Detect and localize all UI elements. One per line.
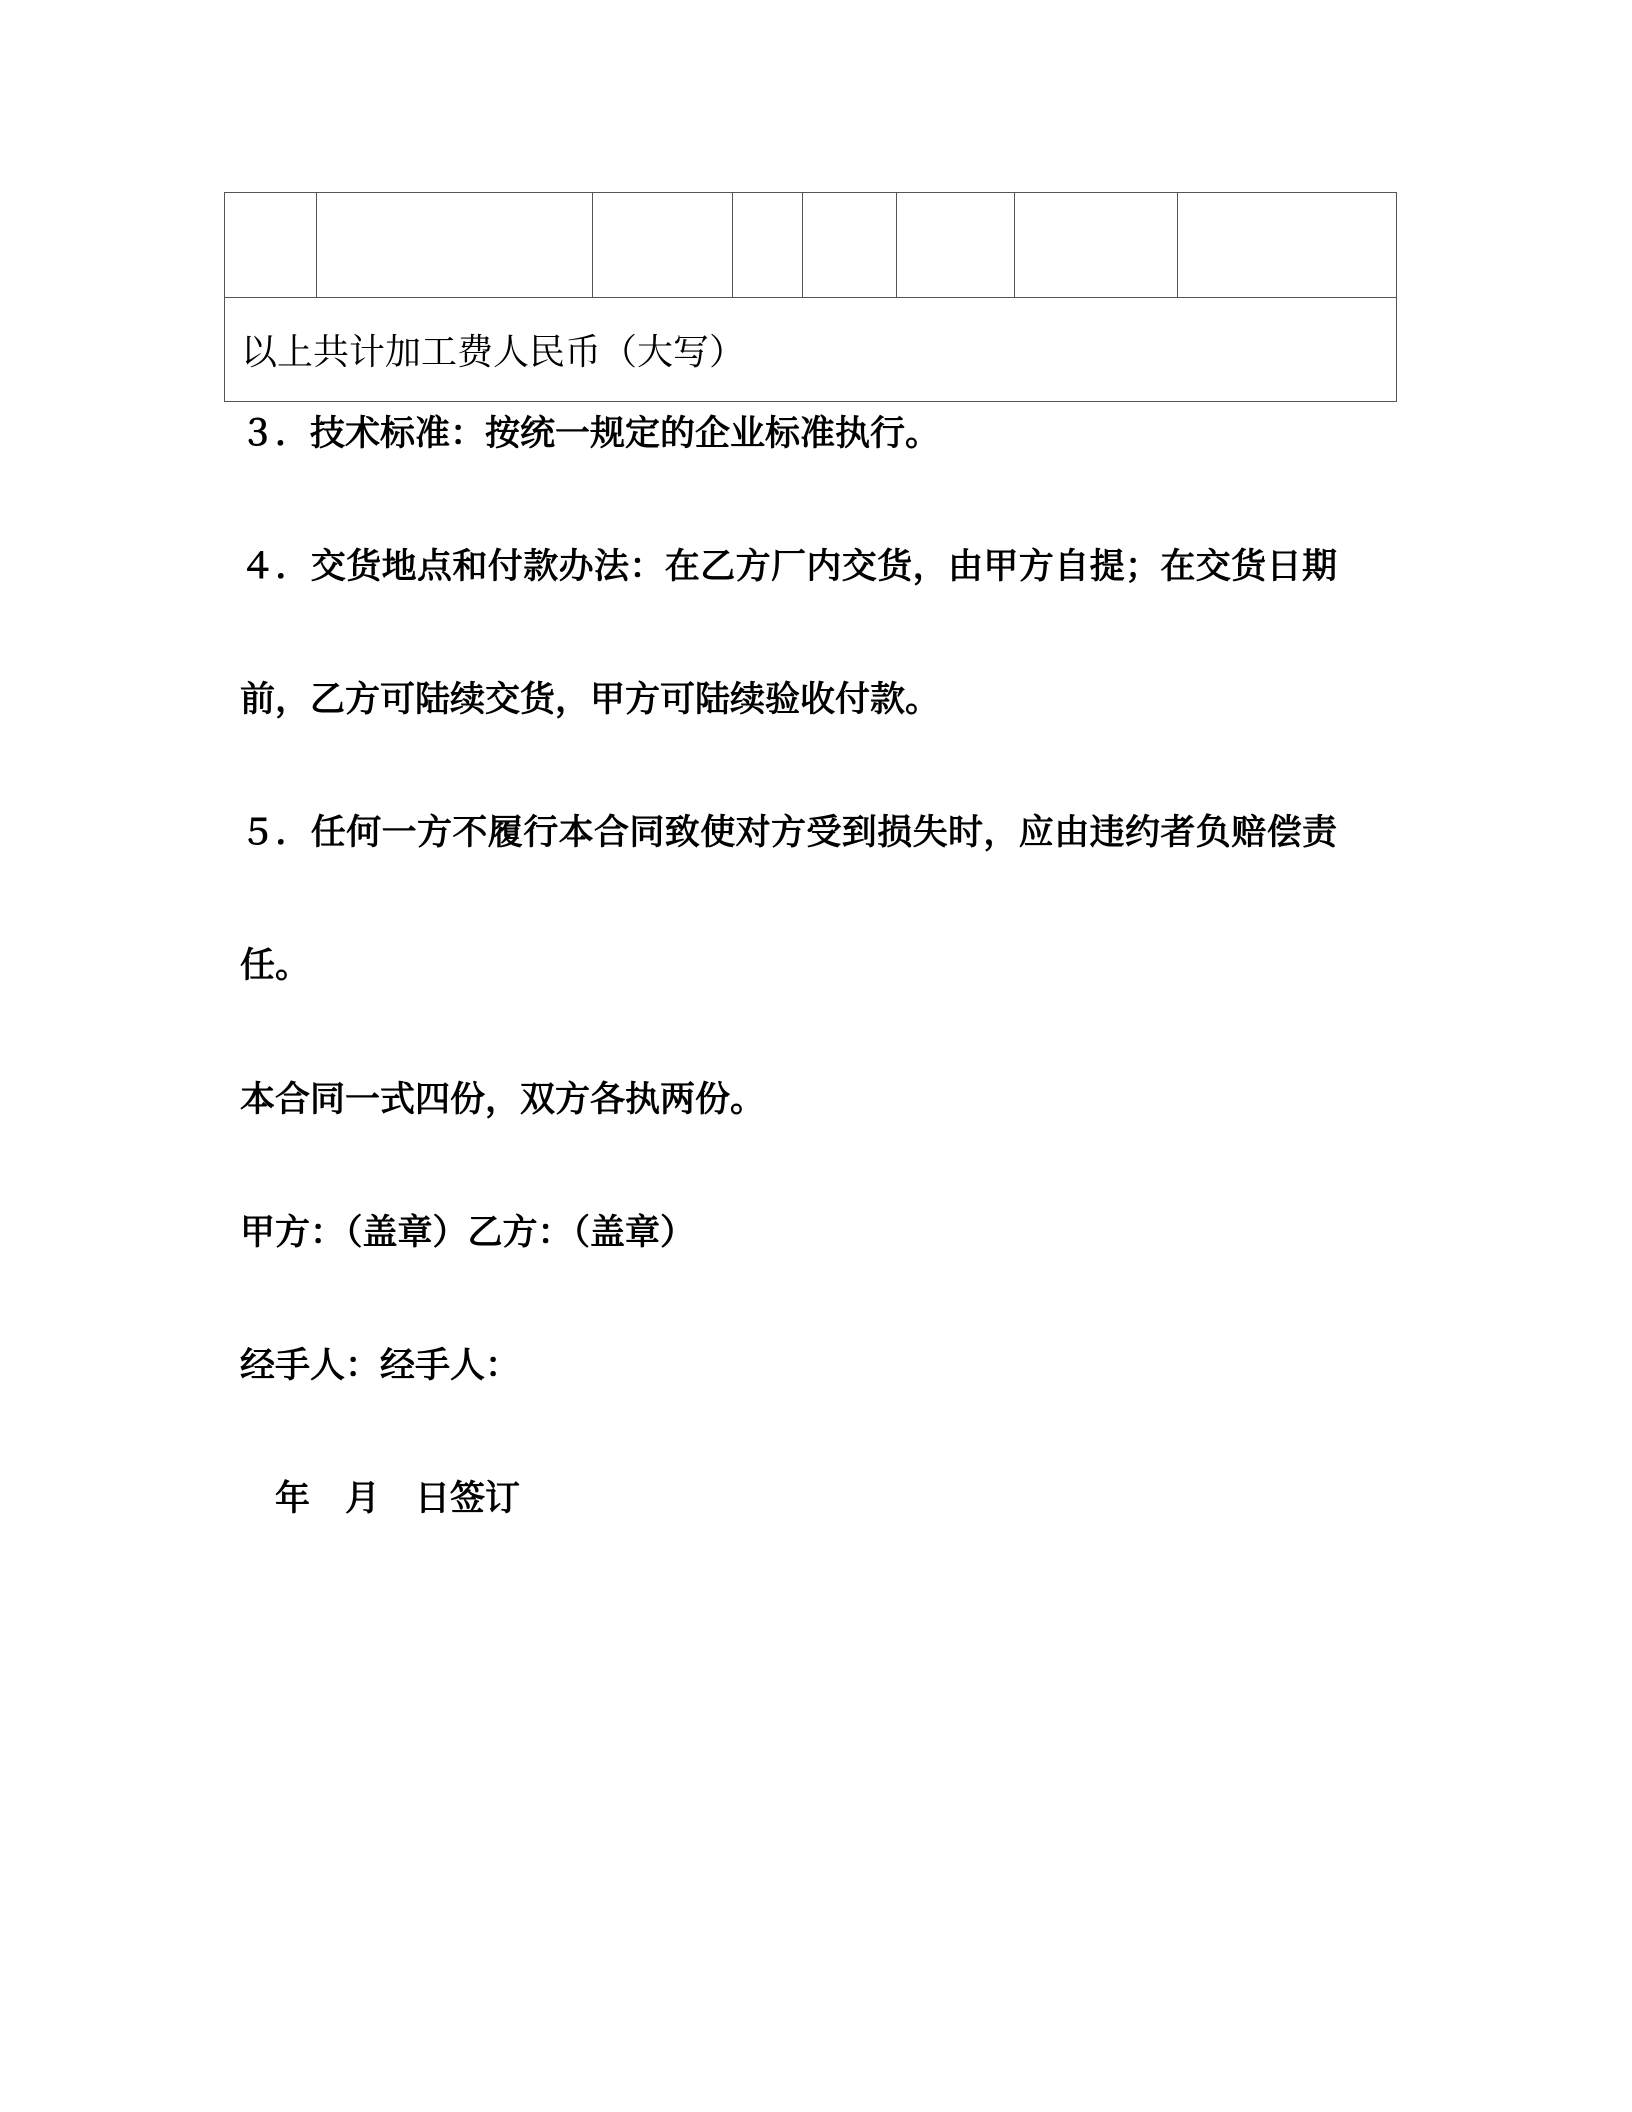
total-row (225, 298, 1397, 402)
table-cell (1015, 193, 1178, 298)
clause-5-line-2: 任。 (240, 946, 311, 986)
signing-date-line: 年 月 日签订 (240, 1479, 521, 1519)
clause-4-line-2: 前，乙方可陆续交货，甲方可陆续验收付款。 (240, 680, 941, 720)
table-cell (733, 193, 803, 298)
clause-5-line-1: ５．任何一方不履行本合同致使对方受到损失时，应由违约者负赔偿责 (240, 813, 1338, 853)
table-cell (317, 193, 593, 298)
table-row (225, 193, 1397, 298)
handler-line: 经手人：经手人： (240, 1346, 521, 1386)
processing-fee-table (224, 192, 1397, 402)
table-cell (225, 193, 317, 298)
clause-3: ３．技术标准：按统一规定的企业标准执行。 (240, 414, 941, 454)
table-cell (1178, 193, 1397, 298)
total-label: 以上共计加工费人民币（大写） (225, 298, 1397, 402)
table-cell (593, 193, 733, 298)
clause-4-line-1: ４．交货地点和付款办法：在乙方厂内交货，由甲方自提；在交货日期 (240, 547, 1338, 587)
copies-statement: 本合同一式四份，双方各执两份。 (240, 1080, 766, 1120)
table-cell (897, 193, 1015, 298)
seal-line: 甲方：（盖章）乙方：（盖章） (240, 1213, 696, 1253)
table-cell (803, 193, 897, 298)
